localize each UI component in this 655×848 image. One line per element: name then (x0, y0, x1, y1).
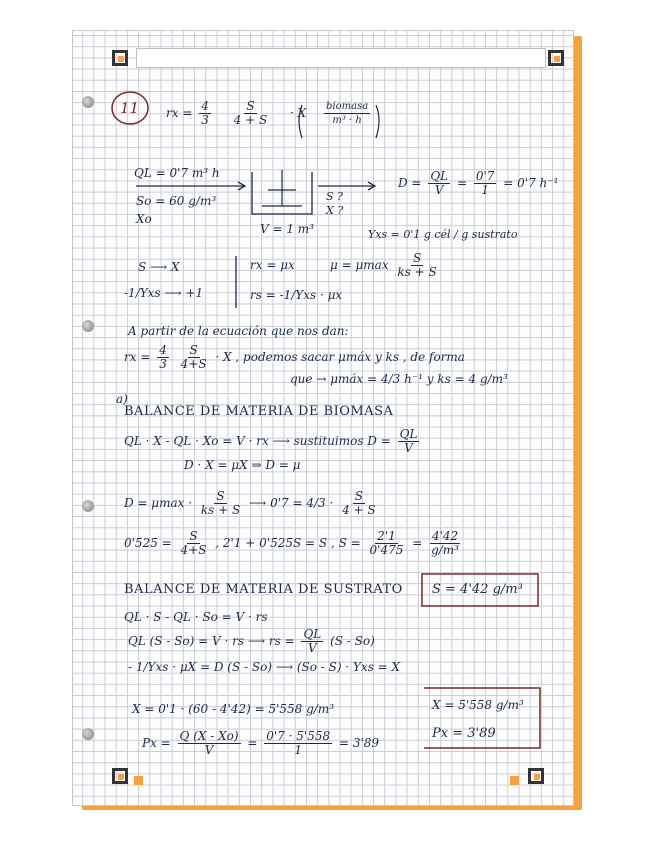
rate-mult: · X (290, 106, 307, 120)
result-x: X = 5'558 g/m³ (432, 698, 524, 712)
feed-substrate: So = 60 g/m³ (136, 194, 217, 208)
rx-relation: rx = μx (250, 258, 295, 272)
outlet-substrate: S ? (326, 190, 343, 203)
reactor-volume: V = 1 m³ (260, 222, 314, 236)
substrate-eq-3: - 1/Yxs · μX = D (S - So) ⟶ (So - S) · Yxs = X (128, 660, 401, 674)
substrate-eq-4: X = 0'1 · (60 - 4'42) = 5'558 g/m³ (132, 702, 335, 716)
stoich-row-1: S ⟶ X (138, 260, 180, 274)
productivity-eq: Px = $\frac{Q (X - Xo)}{V}$ = $\frac{0'7 \cdot 5'558}{1}$ = 3'89 (142, 729, 380, 757)
outlet-biomass: X ? (326, 204, 344, 217)
monod-equation: μ = μmax $\frac{S}{ks + S}$ (330, 251, 437, 279)
explanation-line-1: A partir de la ecuación que nos dan: (128, 324, 349, 338)
fraction: $\frac{S}{4 + S}$ (233, 99, 268, 127)
result-px: Px = 3'89 (432, 726, 496, 741)
section-b-title: BALANCE DE MATERIA DE SUSTRATO (124, 582, 403, 597)
biomass-eq-1: QL · X - QL · Xo = V · rx ⟶ sustituimos D = $\frac{QL}{V}$ (124, 427, 418, 455)
yield-coefficient: Yxs = 0'1 g cél / g sustrato (368, 228, 518, 241)
result-s: S = 4'42 g/m³ (432, 582, 523, 597)
units-fraction: $\frac{\text{biomasa}}{\text{m³ · h}}$ (326, 101, 369, 126)
explanation-line-3: que → μmáx = 4/3 h⁻¹ y ks = 4 g/m³ (290, 372, 508, 386)
biomass-eq-4: 0'525 = $\frac{S}{4+S}$ , 2'1 + 0'525S = S , S = $\frac{2'1}{0'475}$ = $\frac{4'42}{\text{g/m³}}$ (124, 529, 459, 557)
rate-equation (166, 100, 373, 127)
feed-biomass: Xo (136, 212, 152, 226)
biomass-eq-2: D · X = μX ⇒ D = μ (184, 458, 301, 472)
rs-relation: rs = -1/Yxs · μx (250, 288, 343, 302)
biomass-eq-3: D = μmax · $\frac{S}{ks + S}$ ⟶ 0'7 = 4/3 · $\frac{S}{4 + S}$ (124, 489, 376, 517)
stoich-row-2: -1/Yxs ⟶ +1 (124, 286, 204, 300)
explanation-line-2: rx = $\frac{4}{3}$ $\frac{S}{4+S}$ · X , podemos sacar μmáx y ks , de forma (124, 343, 465, 371)
paren-right (376, 105, 379, 138)
flow-label: QL = 0'7 m³ h (134, 166, 220, 180)
fraction: $\frac{4}{3}$ (201, 99, 209, 127)
rate-lhs: rx = (166, 106, 193, 120)
dilution-rate: D = $\frac{QL}{V}$ = $\frac{0'7}{1}$ = 0'7 h⁻¹ (398, 169, 559, 197)
section-a-label: a) (116, 392, 128, 406)
substrate-eq-2: QL (S - So) = V · rs ⟶ rs = $\frac{QL}{V}$ (S - So) (128, 627, 375, 655)
section-a-title: BALANCE DE MATERIA DE BIOMASA (124, 404, 394, 419)
problem-number: 11 (120, 99, 140, 117)
substrate-eq-1: QL · S - QL · So = V · rs (124, 610, 268, 624)
